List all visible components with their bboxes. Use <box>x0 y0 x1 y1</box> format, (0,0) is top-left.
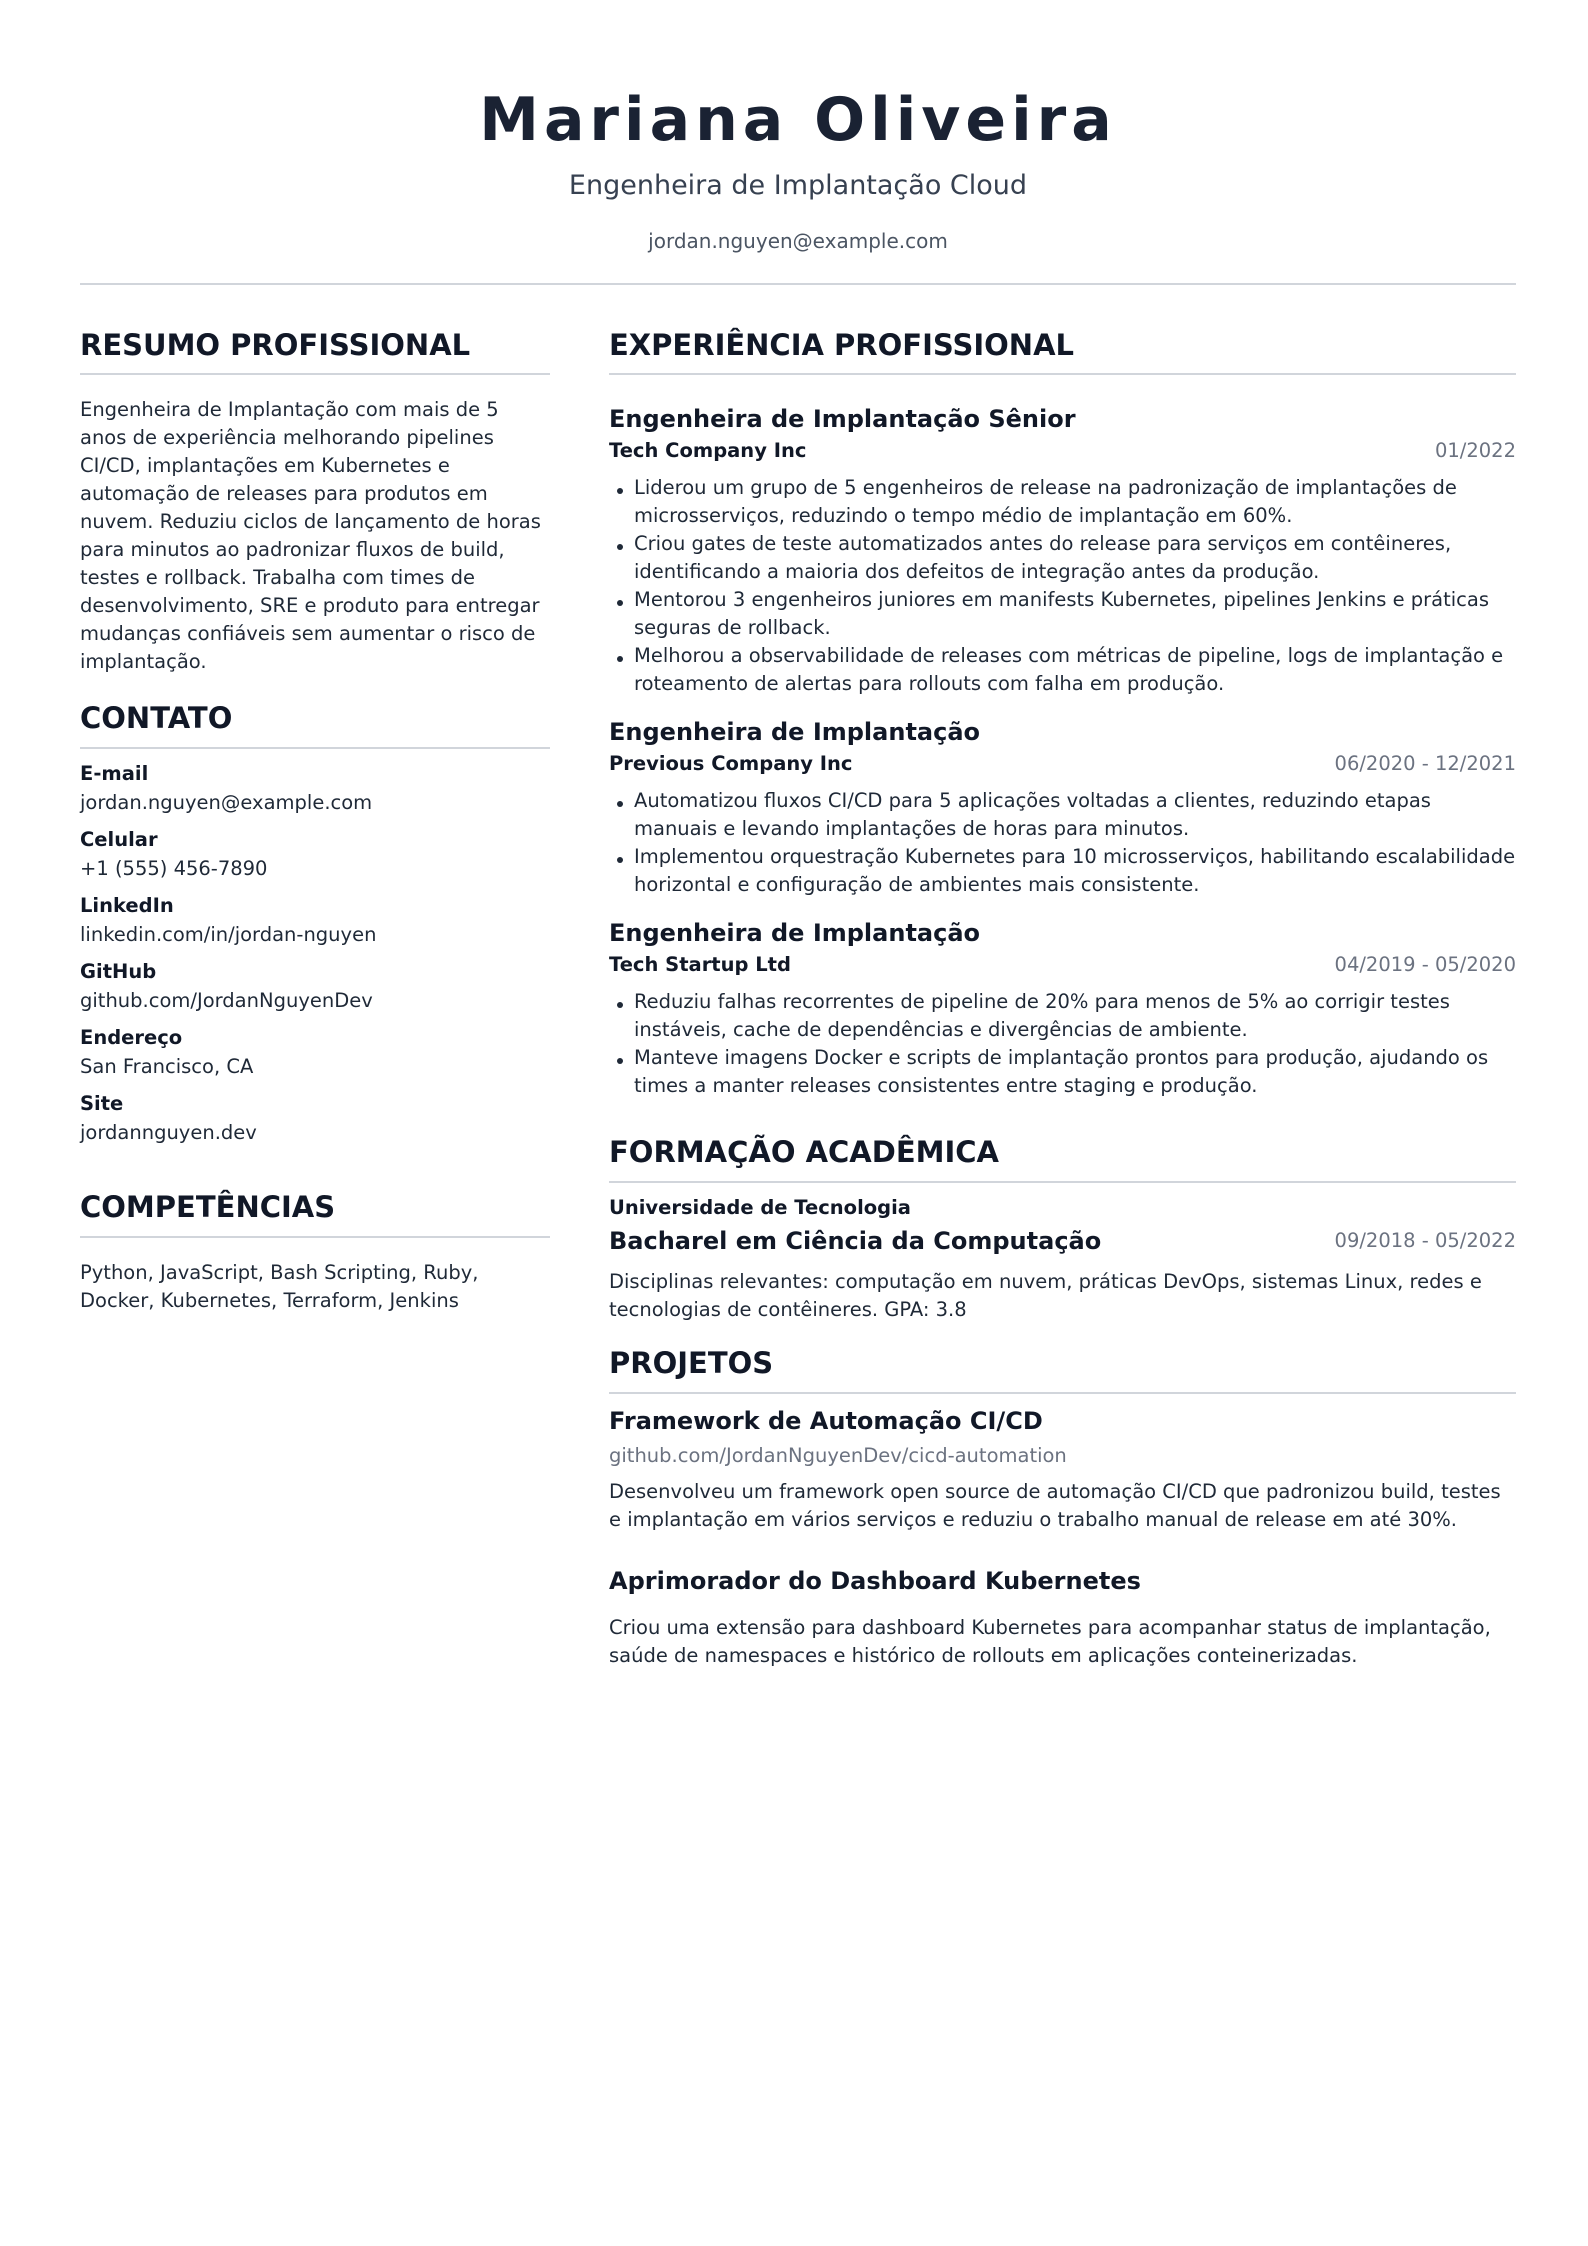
job-title: Engenheira de Implantação Sênior <box>609 405 1076 433</box>
contact-label-email: E-mail <box>80 762 149 785</box>
project-description: Criou uma extensão para dashboard Kubernetes para acompanhar status de implantação, saúde de namespaces e histórico de rollouts em aplicações conteinerizadas. <box>609 1616 1491 1667</box>
project-link[interactable]: github.com/JordanNguyenDev/cicd-automation <box>609 1444 1067 1467</box>
contact-value-address: San Francisco, CA <box>80 1055 254 1078</box>
job-bullets <box>609 787 1516 899</box>
contact-heading: CONTATO <box>80 701 233 735</box>
bullet-item: Melhorou a observabilidade de releases com métricas de pipeline, logs de implantação e roteamento de alertas para rollouts com falha em produção. <box>609 642 1516 698</box>
job-date: 06/2020 - 12/2021 <box>1334 752 1516 775</box>
header-divider <box>80 283 1516 285</box>
contact-value-linkedin[interactable]: linkedin.com/in/jordan-nguyen <box>80 923 377 946</box>
job-company: Tech Startup Ltd <box>609 953 791 976</box>
candidate-role: Engenheira de Implantação Cloud <box>568 170 1028 201</box>
project-description: Desenvolveu um framework open source de automação CI/CD que padronizou build, testes e implantação em vários serviços e reduziu o trabalho manual de release em até 30%. <box>609 1480 1501 1531</box>
skills-divider <box>80 1236 550 1238</box>
contact-value-phone[interactable]: +1 (555) 456-7890 <box>80 857 268 880</box>
contact-value-site[interactable]: jordannguyen.dev <box>80 1121 257 1144</box>
experience-heading: EXPERIÊNCIA PROFISSIONAL <box>609 328 1074 362</box>
contact-label-github: GitHub <box>80 960 157 983</box>
project-name: Aprimorador do Dashboard Kubernetes <box>609 1567 1141 1595</box>
education-school: Universidade de Tecnologia <box>609 1196 911 1219</box>
contact-label-site: Site <box>80 1092 124 1115</box>
contact-label-linkedin: LinkedIn <box>80 894 174 917</box>
bullet-item: Reduziu falhas recorrentes de pipeline de 20% para menos de 5% ao corrigir testes instáveis, cache de dependências e divergências de ambiente. <box>609 988 1516 1044</box>
education-heading: FORMAÇÃO ACADÊMICA <box>609 1135 999 1169</box>
job-title: Engenheira de Implantação <box>609 718 981 746</box>
contact-value-email[interactable]: jordan.nguyen@example.com <box>80 791 373 814</box>
summary-text: Engenheira de Implantação com mais de 5 anos de experiência melhorando pipelines CI/CD, implantações em Kubernetes e automação de releases para produtos em nuvem. Reduziu ciclos de lançamento de horas para minutos ao padronizar fluxos de build, testes e rollback. Trabalha com times de desenvolvimento, SRE e produto para entregar mudanças confiáveis sem aumentar o risco de implantação. <box>80 398 541 673</box>
education-degree: Bacharel em Ciência da Computação <box>609 1227 1102 1255</box>
job-company: Previous Company Inc <box>609 752 853 775</box>
candidate-name: Mariana Oliveira <box>479 85 1117 155</box>
bullet-item: Criou gates de teste automatizados antes do release para serviços em contêineres, identificando a maioria dos defeitos de integração antes da produção. <box>609 530 1516 586</box>
education-details: Disciplinas relevantes: computação em nuvem, práticas DevOps, sistemas Linux, redes e tecnologias de contêineres. GPA: 3.8 <box>609 1270 1482 1321</box>
skills-text: Python, JavaScript, Bash Scripting, Ruby, Docker, Kubernetes, Terraform, Jenkins <box>80 1261 479 1312</box>
job-company: Tech Company Inc <box>609 439 807 462</box>
bullet-item: Implementou orquestração Kubernetes para 10 microsserviços, habilitando escalabilidade horizontal e configuração de ambientes mais consistente. <box>609 843 1516 899</box>
contact-divider <box>80 747 550 749</box>
experience-divider <box>609 373 1516 375</box>
summary-divider <box>80 373 550 375</box>
projects-divider <box>609 1392 1516 1394</box>
education-date: 09/2018 - 05/2022 <box>1334 1229 1516 1252</box>
job-date: 04/2019 - 05/2020 <box>1334 953 1516 976</box>
projects-heading: PROJETOS <box>609 1346 774 1380</box>
education-divider <box>609 1181 1516 1183</box>
job-date: 01/2022 <box>1434 439 1516 462</box>
skills-heading: COMPETÊNCIAS <box>80 1190 336 1224</box>
bullet-item: Mentorou 3 engenheiros juniores em manifests Kubernetes, pipelines Jenkins e práticas seguras de rollback. <box>609 586 1516 642</box>
bullet-item: Automatizou fluxos CI/CD para 5 aplicações voltadas a clientes, reduzindo etapas manuais e levando implantações de horas para minutos. <box>609 787 1516 843</box>
summary-heading: RESUMO PROFISSIONAL <box>80 328 471 362</box>
contact-label-phone: Celular <box>80 828 158 851</box>
header-email[interactable]: jordan.nguyen@example.com <box>648 229 948 253</box>
job-bullets <box>609 988 1516 1100</box>
job-title: Engenheira de Implantação <box>609 919 981 947</box>
contact-value-github[interactable]: github.com/JordanNguyenDev <box>80 989 373 1012</box>
project-name: Framework de Automação CI/CD <box>609 1407 1043 1435</box>
bullet-item: Manteve imagens Docker e scripts de implantação prontos para produção, ajudando os times a manter releases consistentes entre staging e produção. <box>609 1044 1516 1100</box>
job-bullets <box>609 474 1516 698</box>
contact-label-address: Endereço <box>80 1026 183 1049</box>
bullet-item: Liderou um grupo de 5 engenheiros de release na padronização de implantações de microsserviços, reduzindo o tempo médio de implantação em 60%. <box>609 474 1516 530</box>
